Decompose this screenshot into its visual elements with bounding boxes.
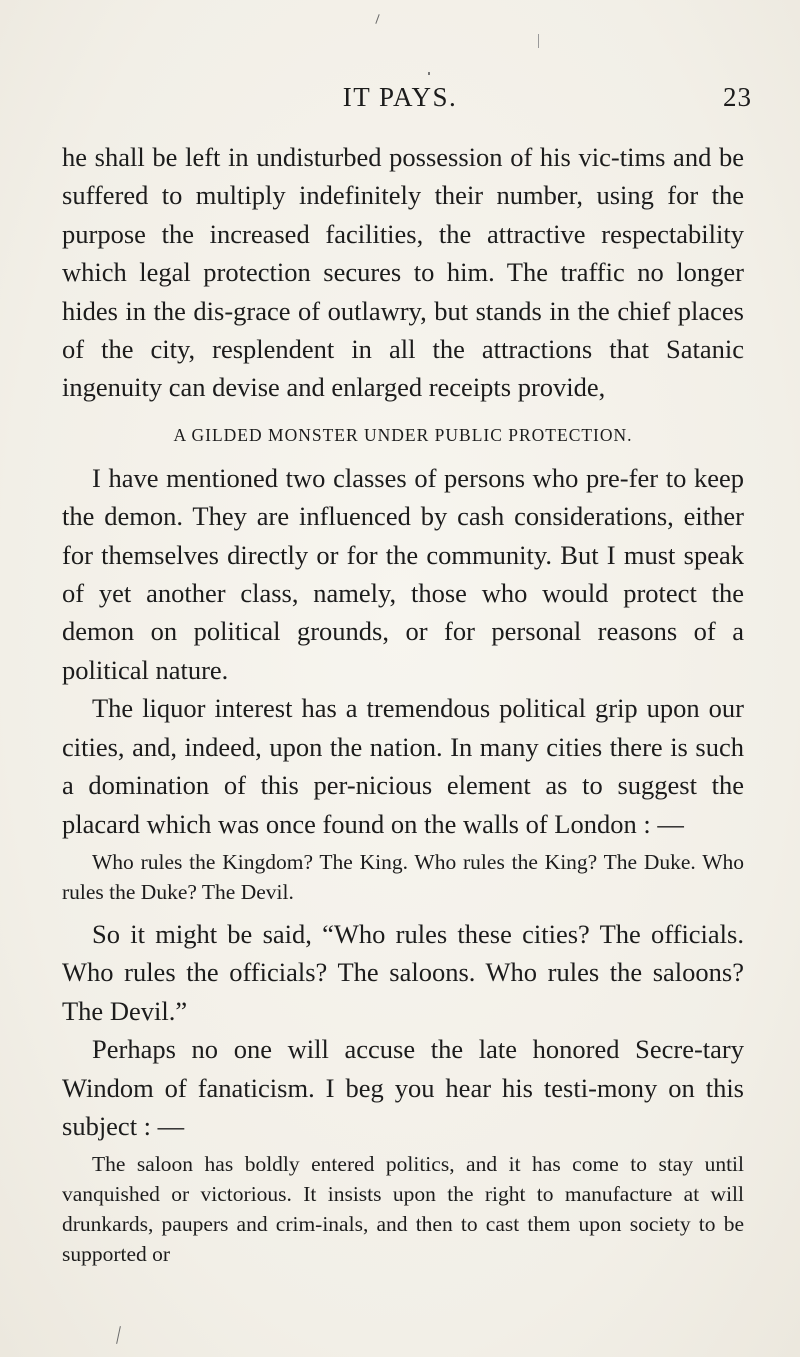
page-number: 23	[723, 82, 752, 112]
body-text	[62, 138, 744, 1277]
block-quote: Who rules the Kingdom? The King. Who rules the King? The Duke. Who rules the Duke? The Devil.	[62, 849, 744, 904]
scan-mark	[428, 72, 430, 75]
paragraph: Perhaps no one will accuse the late honored Secre-tary Windom of fanaticism. I beg you hear his testi-mony on this subject : —	[62, 1034, 744, 1141]
scan-mark	[375, 14, 379, 24]
block-quote: The saloon has boldly entered politics, and it has come to stay until vanquished or victorious. It insists upon the right to manufacture at will drunkards, paupers and crim-inals, and then to cast them upon society to be supported or	[62, 1152, 744, 1267]
scan-mark	[538, 34, 539, 48]
running-title: IT PAYS.	[342, 82, 458, 112]
paragraph: I have mentioned two classes of persons who pre-fer to keep the demon. They are influenced by cash considerations, either for themselves directly or for the community. But I must speak of yet another class, namely, those who would protect the demon on political grounds, or for personal reasons of a political nature.	[62, 462, 744, 685]
paragraph: The liquor interest has a tremendous political grip upon our cities, and, indeed, upon the nation. In many cities there is such a domination of this per-nicious element as to suggest the placard which was once found on the walls of London : —	[62, 693, 744, 839]
paragraph-continuation: he shall be left in undisturbed possession of his vic-tims and be suffered to multiply indefinitely their number, using for the purpose the increased facilities, the attractive respectability which legal protection secures to him. The traffic no longer hides in the dis-grace of outlawry, but stands in the chief places of the city, resplendent in all the attractions that Satanic ingenuity can devise and enlarged receipts provide,	[62, 142, 744, 403]
paragraph: So it might be said, “Who rules these cities? The officials. Who rules the officials? The saloons. Who rules the saloons? The Devil.”	[62, 918, 744, 1026]
page-header	[0, 82, 800, 122]
scan-mark	[116, 1326, 121, 1344]
section-heading: A GILDED MONSTER UNDER PUBLIC PROTECTION.	[173, 424, 633, 445]
